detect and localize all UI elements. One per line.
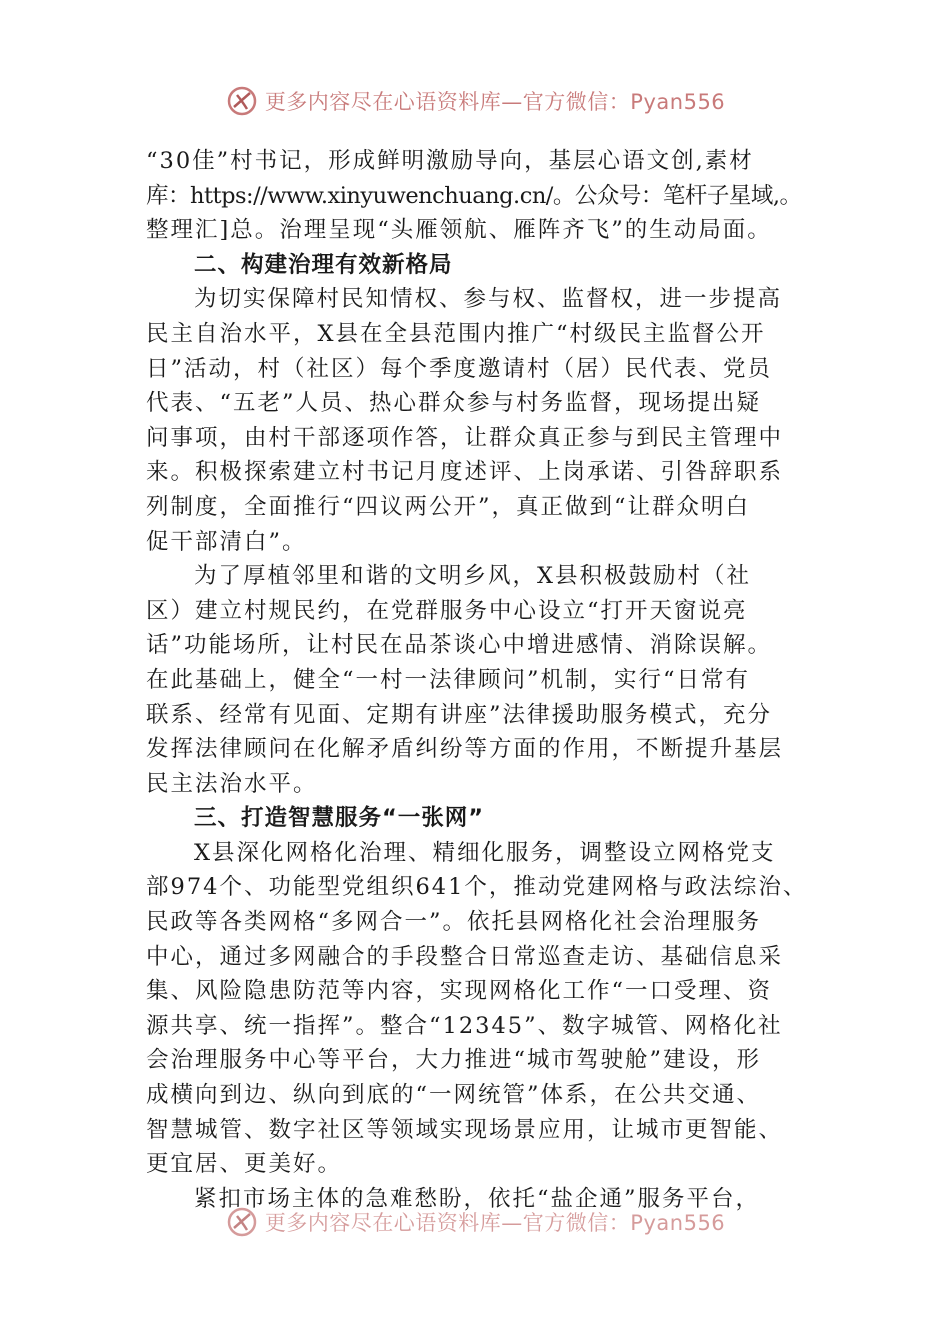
text-line: 集、风险隐患防范等内容，实现网格化工作“一口受理、资 <box>146 978 773 1005</box>
text-line: 库：https://www.xinyuwenchuang.cn/。公众号：笔杆子星域,。 <box>146 182 802 209</box>
text-line: 中心，通过多网融合的手段整合日常巡查走访、基础信息采 <box>146 943 784 970</box>
text-line: 紧扣市场主体的急难愁盼，依托“盐企通”服务平台， <box>194 1185 761 1212</box>
text-line: 源共享、统一指挥”。整合“12345”、数字城管、网格化社 <box>146 1012 783 1039</box>
text-line: 日”活动，村（社区）每个季度邀请村（居）民代表、党员 <box>146 355 773 382</box>
text-line: 更宜居、更美好。 <box>146 1151 343 1178</box>
text-line: 民政等各类网格“多网合一”。依托县网格化社会治理服务 <box>146 909 762 936</box>
text-line: 代表、“五老”人员、热心群众参与村务监督，现场提出疑 <box>146 390 762 417</box>
text-line: 智慧城管、数字社区等领域实现场景应用，让城市更智能、 <box>146 1116 784 1143</box>
text-line: 发挥法律顾问在化解矛盾纠纷等方面的作用，不断提升基层 <box>146 736 784 763</box>
watermark-text: 更多内容尽在心语资料库—官方微信：Pyan556 <box>264 1211 726 1235</box>
text-line: 民主法治水平。 <box>146 770 318 797</box>
text-line: 成横向到边、纵向到底的“一网统管”体系，在公共交通、 <box>146 1082 762 1109</box>
text-line: 联系、经常有见面、定期有讲座”法律援助服务模式，充分 <box>146 701 773 728</box>
watermark-banner-bottom <box>0 1205 950 1239</box>
text-line: 部974个、功能型党组织641个，推动党建网格与政法综治、 <box>146 874 808 901</box>
watermark-banner-top <box>0 84 950 118</box>
text-line: 会治理服务中心等平台，大力推进“城市驾驶舱”建设，形 <box>146 1047 762 1074</box>
logo-icon <box>225 84 259 118</box>
text-line: 在此基础上，健全“一村一法律顾问”机制，实行“日常有 <box>146 666 751 693</box>
text-line: “30佳”村书记，形成鲜明激励导向，基层心语文创,素材 <box>146 148 754 174</box>
section-heading: 二、构建治理有效新格局 <box>194 251 453 278</box>
document-body <box>146 144 808 1216</box>
text-line: 为切实保障村民知情权、参与权、监督权，进一步提高 <box>194 286 783 313</box>
text-line: 为了厚植邻里和谐的文明乡风，X县积极鼓励村（社 <box>194 563 752 590</box>
text-line: 问事项，由村干部逐项作答，让群众真正参与到民主管理中 <box>146 424 784 451</box>
text-line: X县深化网格化治理、精细化服务，调整设立网格党支 <box>194 839 776 866</box>
text-line: 话”功能场所，让村民在品茶谈心中增进感情、消除误解。 <box>146 632 773 659</box>
section-heading: 三、打造智慧服务“一张网” <box>194 805 485 832</box>
watermark-text: 更多内容尽在心语资料库—官方微信：Pyan556 <box>264 90 726 114</box>
text-line: 来。积极探索建立村书记月度述评、上岗承诺、引咎辞职系 <box>146 459 784 486</box>
text-line: 区）建立村规民约，在党群服务中心设立“打开天窗说亮 <box>146 597 748 624</box>
text-line: 整理汇]总。治理呈现“头雁领航、雁阵齐飞”的生动局面。 <box>146 217 772 244</box>
text-line: 促干部清白”。 <box>146 528 307 555</box>
text-line: 列制度，全面推行“四议两公开”，真正做到“让群众明白 <box>146 493 751 520</box>
text-line: 民主自治水平，X县在全县范围内推广“村级民主监督公开 <box>146 320 766 347</box>
logo-icon <box>225 1205 259 1239</box>
